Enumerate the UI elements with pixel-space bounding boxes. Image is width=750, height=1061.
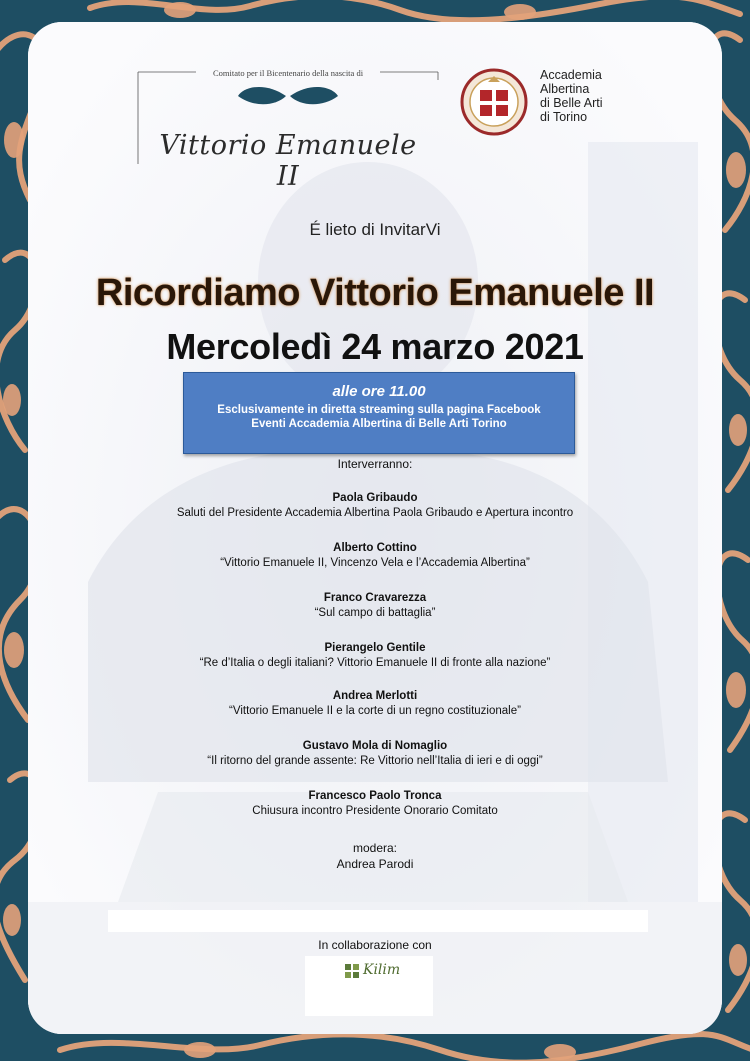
speaker-topic: “Re d’Italia o degli italiani? Vittorio Emanuele II di fronte alla nazione” — [199, 657, 551, 669]
speaker-item — [28, 790, 722, 817]
speaker-topic: “Vittorio Emanuele II, Vincenzo Vela e l’Accademia Albertina” — [220, 557, 530, 569]
speaker-name: Alberto Cottino — [333, 542, 417, 554]
collaboration-label: In collaborazione con — [318, 938, 432, 952]
speaker-topic: “Vittorio Emanuele II e la corte di un regno costituzionale” — [229, 705, 521, 717]
speaker-topic: Saluti del Presidente Accademia Albertina Paola Gribaudo e Apertura incontro — [176, 507, 574, 519]
speaker-item — [28, 690, 722, 717]
academy-line: di Belle Arti — [540, 96, 603, 110]
event-date: Mercoledì 24 marzo 2021 — [166, 326, 584, 367]
event-time: alle ore 11.00 — [332, 383, 426, 400]
intro-text: É lieto di InvitarVi — [309, 220, 441, 239]
blank-footer — [305, 992, 433, 1016]
partner-logo — [305, 956, 433, 992]
moderator-name: Andrea Parodi — [336, 857, 414, 871]
invitation-card — [28, 22, 722, 1034]
speaker-name: Gustavo Mola di Nomaglio — [302, 740, 448, 752]
speaker-topic: “Sul campo di battaglia” — [314, 607, 436, 619]
streaming-line-1: Esclusivamente in diretta streaming sulla pagina Facebook — [217, 404, 541, 416]
speaker-item — [28, 642, 722, 669]
speaker-item — [28, 592, 722, 619]
committee-caption: Comitato per il Bicentenario della nascita di — [212, 68, 364, 78]
blank-band — [108, 910, 648, 932]
moderator — [28, 840, 722, 872]
partner-logo-icon — [345, 964, 359, 978]
speaker-item — [28, 542, 722, 569]
academy-line: Albertina — [540, 82, 590, 96]
committee-name-script: Vittorio Emanuele II — [159, 130, 417, 192]
academy-name — [540, 68, 690, 124]
speaker-name: Francesco Paolo Tronca — [308, 790, 442, 802]
speaker-topic: Chiusura incontro Presidente Onorario Comitato — [252, 805, 498, 817]
streaming-line-2: Eventi Accademia Albertina di Belle Arti Torino — [251, 418, 507, 430]
academy-line: Accademia — [540, 68, 602, 82]
committee-logo — [136, 68, 440, 192]
speaker-name: Pierangelo Gentile — [324, 642, 426, 654]
speakers-heading: Interverranno: — [337, 457, 413, 471]
speaker-topic: “Il ritorno del grande assente: Re Vittorio nell’Italia di ieri e di oggi” — [207, 755, 543, 767]
speaker-name: Paola Gribaudo — [332, 492, 418, 504]
event-title: Ricordiamo Vittorio Emanuele II — [95, 272, 655, 314]
moderator-label: modera: — [352, 841, 398, 855]
speaker-name: Andrea Merlotti — [332, 690, 418, 702]
academy-seal-icon — [460, 68, 528, 136]
academy-line: di Torino — [540, 110, 588, 124]
partner-logo-text: Kilim — [363, 962, 401, 978]
speaker-item — [28, 740, 722, 767]
speaker-item — [28, 492, 722, 519]
speaker-name: Franco Cravarezza — [323, 592, 427, 604]
streaming-info-box — [183, 372, 575, 454]
